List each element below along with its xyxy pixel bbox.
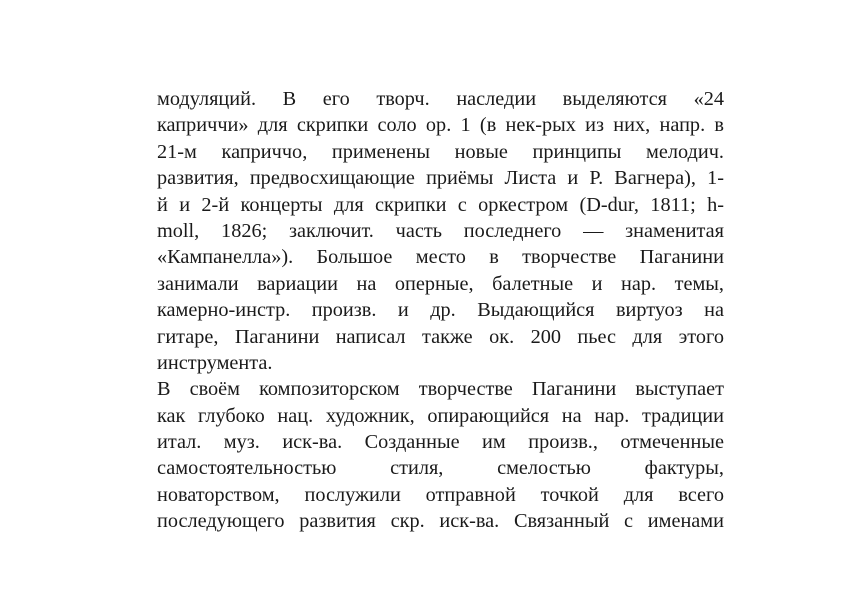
text-line: занимали вариации на оперные, балетные и нар. темы, [157, 272, 724, 295]
text-line: новаторством, послужили отправной точкой для всего [157, 483, 724, 506]
text-line: самостоятельностью стиля, смелостью фактуры, [157, 457, 724, 480]
text-line: как глубоко нац. художник, опирающийся на нар. традиции [157, 404, 724, 427]
text-line: камерно-инстр. произв. и др. Выдающийся виртуоз на [157, 299, 724, 322]
text-line: «Кампанелла»). Большое место в творчестве Паганини [157, 246, 724, 269]
text-line: последующего развития скр. иск-ва. Связанный с именами [157, 510, 724, 533]
text-line: итал. муз. иск-ва. Созданные им произв., отмеченные [157, 431, 724, 454]
paragraph-2 [157, 376, 724, 534]
paragraph-1 [157, 86, 724, 376]
text-line: каприччи» для скрипки соло ор. 1 (в нек-рых из них, напр. в [157, 114, 724, 137]
text-line: модуляций. В его творч. наследии выделяются «24 [157, 88, 724, 110]
text-line: инструмента. [157, 351, 273, 374]
body-text [157, 86, 724, 535]
text-line: развития, предвосхищающие приёмы Листа и Р. Вагнера), 1- [157, 167, 724, 190]
text-line: й и 2-й концерты для скрипки с оркестром (D-dur, 1811; h- [157, 193, 724, 216]
text-line: moll, 1826; заключит. часть последнего — знаменитая [157, 219, 724, 242]
text-line: гитаре, Паганини написал также ок. 200 пьес для этого [157, 325, 724, 348]
text-line: В своём композиторском творчестве Паганини выступает [157, 378, 724, 401]
text-line: 21-м каприччо, применены новые принципы мелодич. [157, 140, 724, 163]
